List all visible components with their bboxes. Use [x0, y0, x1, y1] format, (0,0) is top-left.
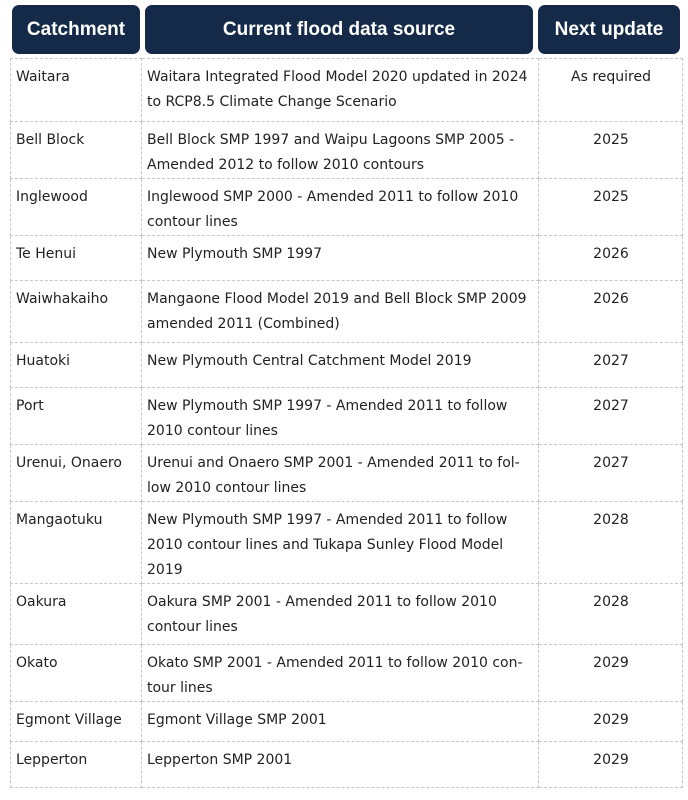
table-row — [11, 645, 683, 702]
table-row — [11, 742, 683, 788]
source-cell: New Plymouth SMP 1997 - Amended 2011 to follow 2010 contour lines — [142, 388, 539, 445]
catchment-cell: Huatoki — [11, 343, 142, 388]
table-row — [11, 343, 683, 388]
catchment-cell: Lepperton — [11, 742, 142, 788]
update-cell: 2029 — [539, 645, 683, 702]
catchment-cell: Okato — [11, 645, 142, 702]
source-cell: Okato SMP 2001 - Amended 2011 to follow 2010 con-tour lines — [142, 645, 539, 702]
header-next-update: Next update — [538, 5, 680, 54]
update-cell: 2029 — [539, 702, 683, 742]
update-cell: 2025 — [539, 179, 683, 236]
source-cell: Bell Block SMP 1997 and Waipu Lagoons SMP 2005 - Amended 2012 to follow 2010 contours — [142, 122, 539, 179]
update-cell: 2029 — [539, 742, 683, 788]
table-row — [11, 502, 683, 584]
catchment-cell: Waiwhakaiho — [11, 281, 142, 343]
update-cell: 2027 — [539, 445, 683, 502]
header-catchment: Catchment — [12, 5, 140, 54]
source-cell: Waitara Integrated Flood Model 2020 updated in 2024 to RCP8.5 Climate Change Scenario — [142, 59, 539, 122]
table-row — [11, 59, 683, 122]
update-cell: 2025 — [539, 122, 683, 179]
source-cell: New Plymouth SMP 1997 — [142, 236, 539, 281]
update-cell: As required — [539, 59, 683, 122]
catchment-cell: Port — [11, 388, 142, 445]
table-row — [11, 236, 683, 281]
table-row — [11, 179, 683, 236]
source-cell: Mangaone Flood Model 2019 and Bell Block SMP 2009 amended 2011 (Combined) — [142, 281, 539, 343]
source-cell: Lepperton SMP 2001 — [142, 742, 539, 788]
update-cell: 2027 — [539, 343, 683, 388]
catchment-cell: Bell Block — [11, 122, 142, 179]
source-cell: Urenui and Onaero SMP 2001 - Amended 2011 to fol-low 2010 contour lines — [142, 445, 539, 502]
update-cell: 2026 — [539, 281, 683, 343]
source-cell: Oakura SMP 2001 - Amended 2011 to follow 2010 contour lines — [142, 584, 539, 645]
source-cell: New Plymouth Central Catchment Model 2019 — [142, 343, 539, 388]
source-cell: New Plymouth SMP 1997 - Amended 2011 to follow 2010 contour lines and Tukapa Sunley Flood Model 2019 — [142, 502, 539, 584]
source-cell: Egmont Village SMP 2001 — [142, 702, 539, 742]
catchment-cell: Oakura — [11, 584, 142, 645]
catchment-cell: Mangaotuku — [11, 502, 142, 584]
table-row — [11, 122, 683, 179]
catchment-cell: Waitara — [11, 59, 142, 122]
header-flood-data-source: Current flood data source — [145, 5, 533, 54]
table-row — [11, 388, 683, 445]
update-cell: 2026 — [539, 236, 683, 281]
table-row — [11, 445, 683, 502]
catchment-cell: Te Henui — [11, 236, 142, 281]
table-row — [11, 702, 683, 742]
catchment-cell: Egmont Village — [11, 702, 142, 742]
update-cell: 2028 — [539, 584, 683, 645]
table-row — [11, 281, 683, 343]
catchment-cell: Urenui, Onaero — [11, 445, 142, 502]
update-cell: 2028 — [539, 502, 683, 584]
table-row — [11, 584, 683, 645]
flood-data-table — [10, 58, 683, 788]
source-cell: Inglewood SMP 2000 - Amended 2011 to follow 2010 contour lines — [142, 179, 539, 236]
update-cell: 2027 — [539, 388, 683, 445]
catchment-cell: Inglewood — [11, 179, 142, 236]
